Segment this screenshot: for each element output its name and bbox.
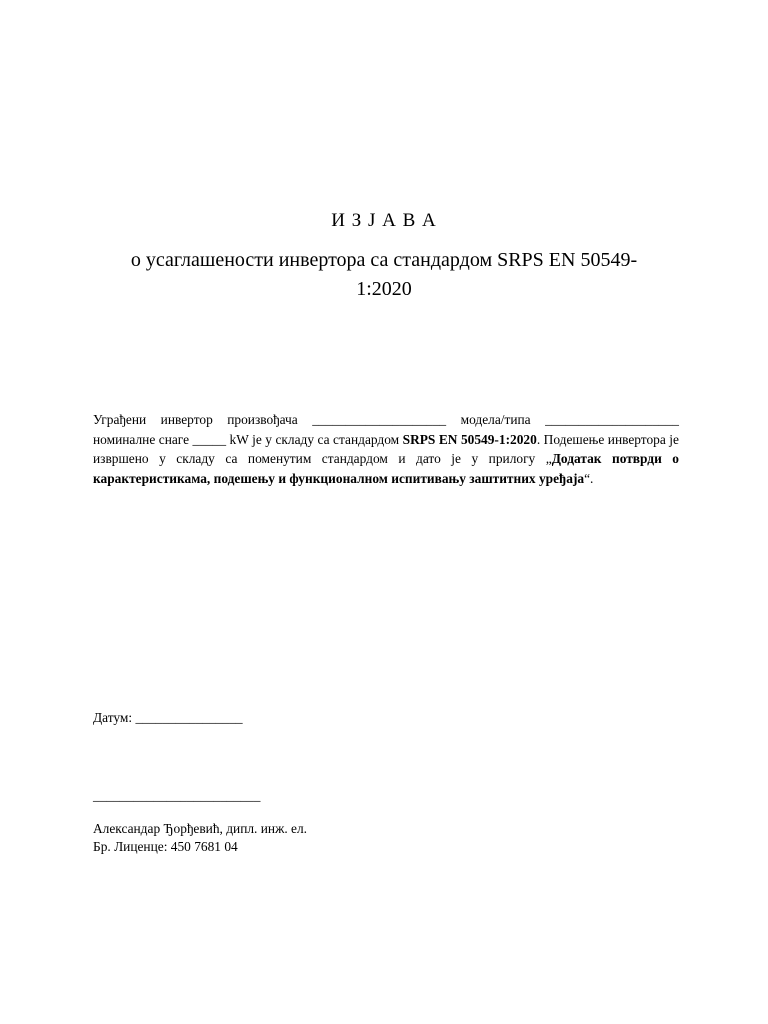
signature-line: _________________________ <box>93 788 261 803</box>
signer-name: Александар Ђорђевић, дипл. инж. ел. <box>93 821 308 836</box>
date-field: Датум: ________________ <box>93 710 243 725</box>
standard-reference: SRPS EN 50549-1:2020 <box>402 431 537 447</box>
paragraph-text-1: Уграђени инвертор произвођача ____________________ модела/типа ____________________ номиналне снаге _____ kW је у складу са стандардом <box>93 412 679 447</box>
document-title: И З Ј А В А <box>331 210 437 231</box>
license-number: Бр. Лиценце: 450 7681 04 <box>93 839 238 854</box>
declaration-paragraph <box>93 410 679 488</box>
document-subtitle: о усаглашености инвертора са стандардом SRPS EN 50549-1:2020 <box>130 249 638 300</box>
paragraph-text-2: . Подешење инвертора је извршено у складу са поменутим стандардом и дато је у прилогу „ <box>93 431 679 466</box>
paragraph-text-3: “. <box>584 470 594 486</box>
attachment-title: Додатак потврди о карактеристикама, подешењу и функционалном испитивању заштитних уређаја <box>93 451 679 486</box>
